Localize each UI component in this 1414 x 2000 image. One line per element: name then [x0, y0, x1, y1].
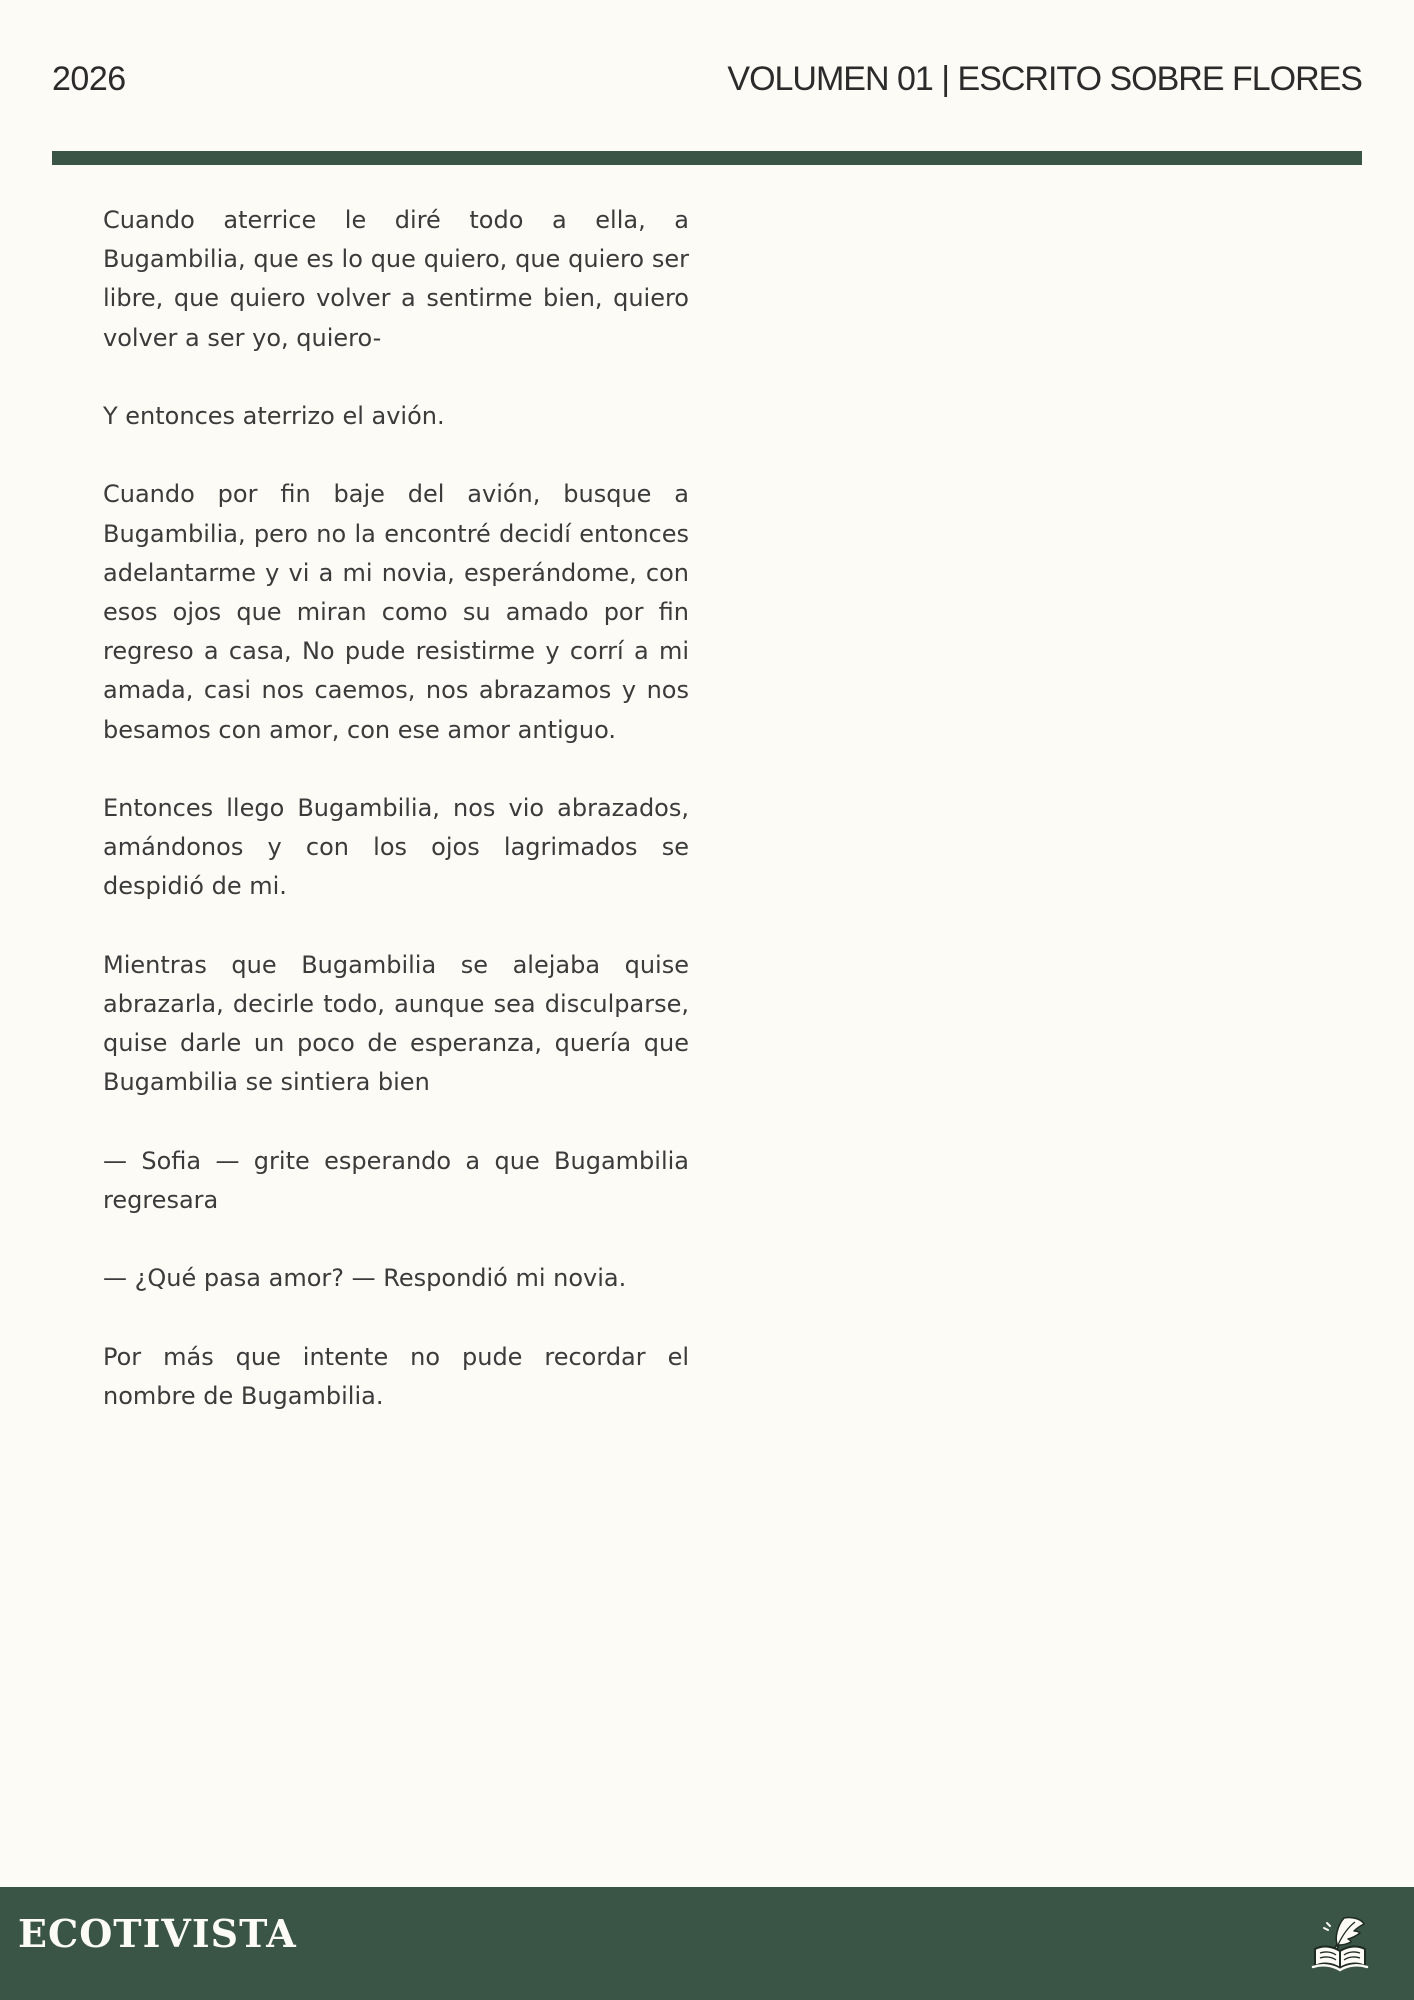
- header-title: VOLUMEN 01 | ESCRITO SOBRE FLORES: [727, 60, 1362, 98]
- story-body: [103, 201, 689, 1455]
- footer-brand: ECOTIVISTA: [18, 1911, 297, 1956]
- paragraph: Por más que intente no pude recordar el nombre de Bugambilia.: [103, 1342, 689, 1410]
- header-divider: [52, 151, 1362, 165]
- paragraph: Entonces llego Bugambilia, nos vio abrazados, amándonos y con los ojos lagrimados se despidió de mi.: [103, 794, 689, 901]
- paragraph: Mientras que Bugambilia se alejaba quise abrazarla, decirle todo, aunque sea disculparse, quise darle un poco de esperanza, quería que Bugambilia se sintiera bien: [103, 950, 689, 1097]
- book-quill-icon: [1310, 1914, 1370, 1974]
- paragraph: Cuando por fin baje del avión, busque a Bugambilia, pero no la encontré decidí entonces adelantarme y vi a mi novia, esperándome, con esos ojos que miran como su amado por fin regreso a casa, No pude resistirme y corrí a mi amada, casi nos caemos, nos abrazamos y nos besamos con amor, con ese amor antiguo.: [103, 480, 689, 744]
- paragraph: — ¿Qué pasa amor? — Respondió mi novia.: [103, 1264, 627, 1293]
- paragraph: Y entonces aterrizo el avión.: [103, 402, 445, 430]
- paragraph: — Sofia — grite esperando a que Bugambilia regresara: [103, 1146, 689, 1214]
- footer-bar: [0, 1887, 1414, 2000]
- header-year: 2026: [52, 60, 126, 98]
- paragraph: Cuando aterrice le diré todo a ella, a Bugambilia, que es lo que quiero, que quiero ser libre, que quiero volver a sentirme bien, quiero volver a ser yo, quiero-: [103, 206, 689, 352]
